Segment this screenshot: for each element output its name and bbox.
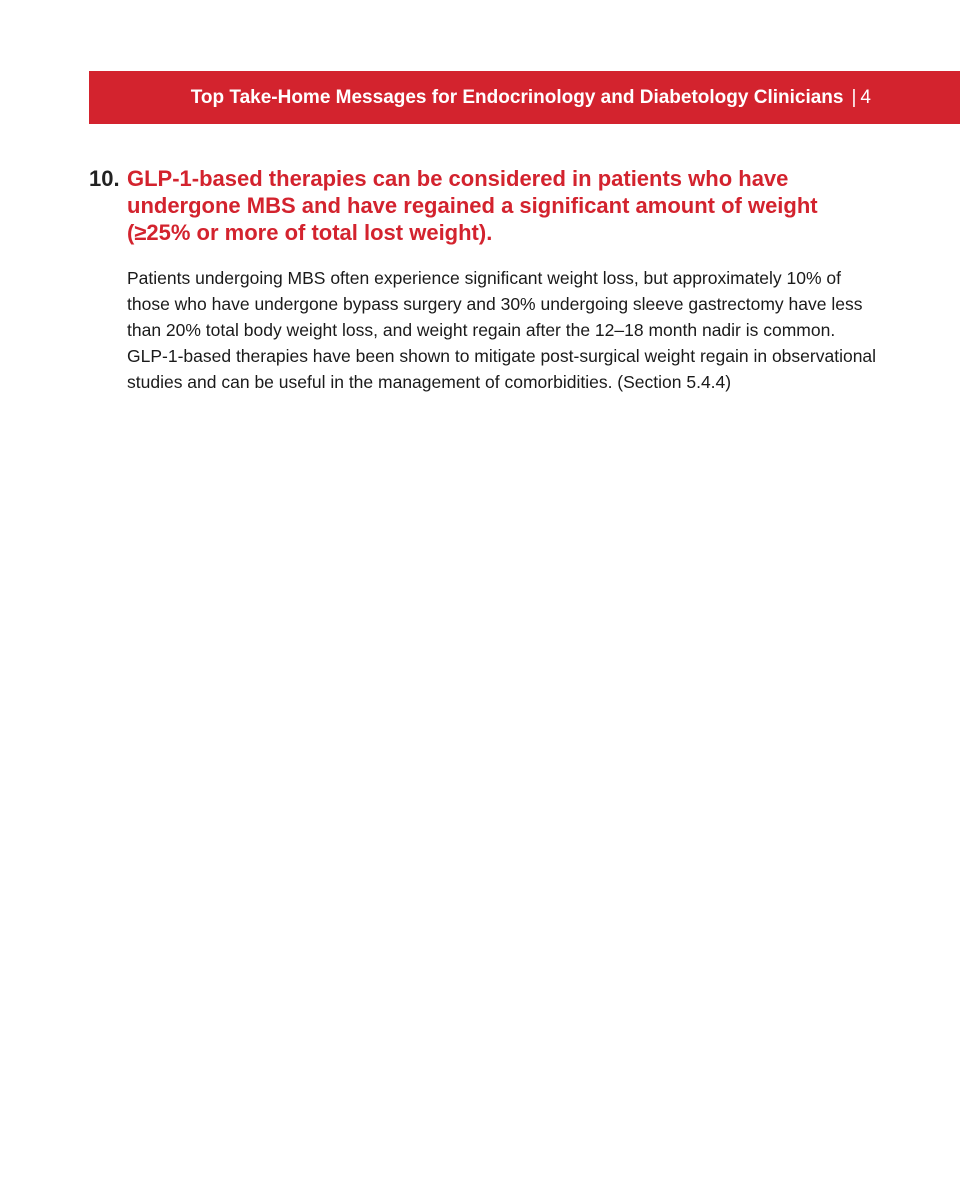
header-title: Top Take-Home Messages for Endocrinology and Diabetology Clinicians bbox=[190, 87, 844, 108]
item-body-text: Patients undergoing MBS often experience significant weight loss, but approximately 10% of those who have undergone bypass surgery and 30% undergoing sleeve gastrectomy have less than 20% total body weight loss, and weight regain after the 12–18 month nadir is common. GLP-1-based therapies have been shown to mitigate post-surgical weight regain in observational studies and can be useful in the management of comorbidities. (Section 5.4.4) bbox=[127, 268, 877, 392]
item-heading: GLP-1-based therapies can be considered in patients who have undergone MBS and have regained a significant amount of weight (≥25% or more of total lost weight). bbox=[127, 166, 818, 245]
header-separator: | bbox=[851, 87, 857, 108]
header-title-group bbox=[191, 71, 871, 124]
item-number: 10. bbox=[89, 166, 120, 191]
page-number: 4 bbox=[860, 87, 871, 108]
header-bar bbox=[89, 71, 960, 124]
